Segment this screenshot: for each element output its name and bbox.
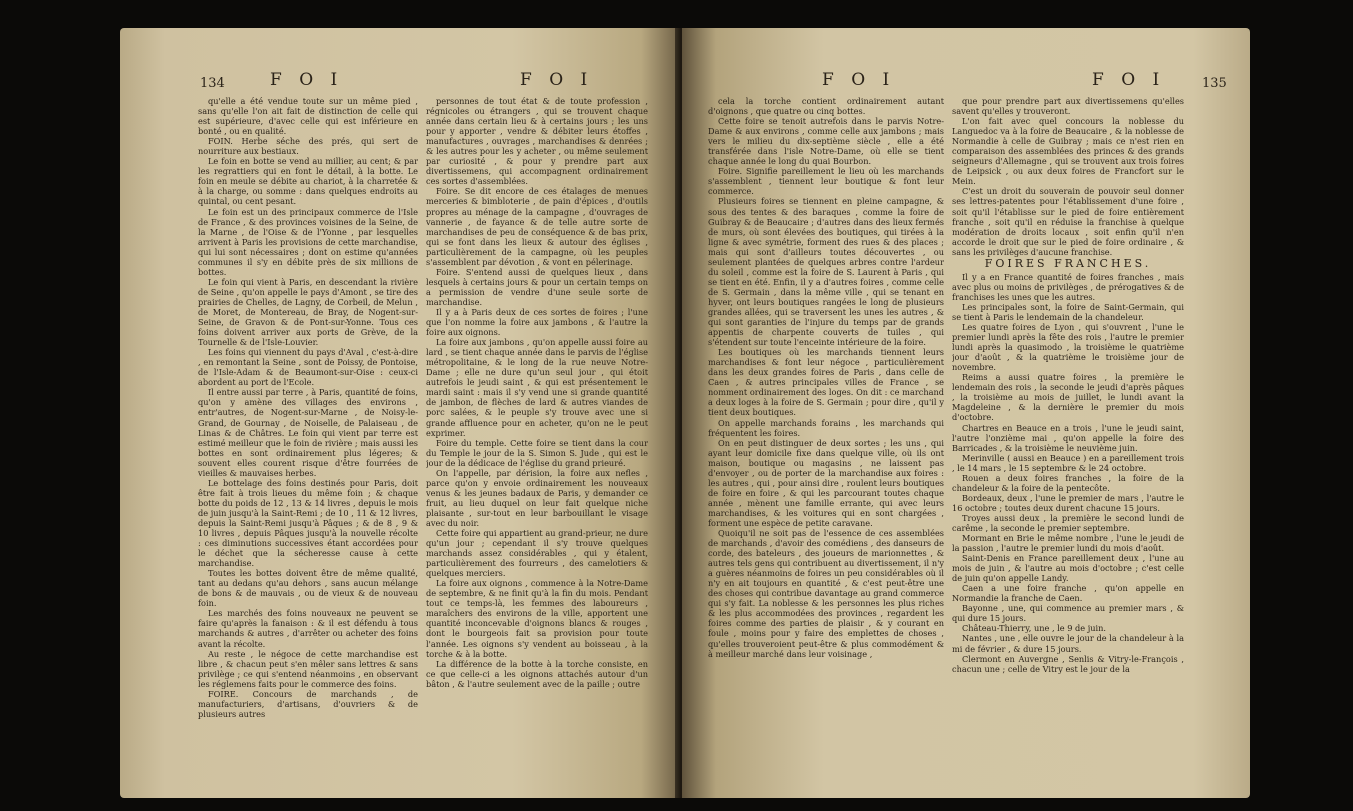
paragraph: L'on fait avec quel concours la noblesse du Languedoc va à la foire de Beaucaire , & la noblesse de Normandie à celle de Guibray ; mais ce n'est rien en comparaison des assemblées des princes & des grands seigneurs d'Allemagne , qui se trouvent aux trois foires de Leipsick , ou aux deux foires de Francfort sur le Mein. xyxy=(952,116,1184,187)
paragraph: Mormant en Brie le même nombre , l'une le jeudi de la passion , l'autre le premier lundi du mois d'août. xyxy=(952,533,1184,554)
paragraph: Bayonne , une, qui commence au premier mars , & qui dure 15 jours. xyxy=(952,603,1184,624)
paragraph: Château-Thierry, une , le 9 de juin. xyxy=(962,623,1107,634)
paragraph: Caen a une foire franche , qu'on appelle en Normandie la franche de Caen. xyxy=(952,583,1184,604)
paragraph: Il y a à Paris deux de ces sortes de foires ; l'une que l'on nomme la foire aux jambons , & l'autre la foire aux oignons. xyxy=(426,306,648,338)
paragraph: Cette foire se tenoit autrefois dans le parvis Notre-Dame & aux environs , comme celle aux jambons ; mais vers le milieu du dix-septième siècle , elle a été transférée dans l'isle Notre-Dame, où elle se tient chaque année le long du quai Bourbon. xyxy=(708,116,944,167)
running-head: F O I xyxy=(822,70,896,90)
paragraph: Clermont en Auvergne , Senlis & Vitry-le-François , chacun une ; celle de Vitry est le jour de la xyxy=(952,653,1184,674)
paragraph: Les marchés des foins nouveaux ne peuvent se faire qu'après la fanaison : & il est défendu à tous marchands & autres , d'arrêter ou acheter des foins avant la récolte. xyxy=(198,608,418,649)
paragraph: FOIRE. Concours de marchands , de manufacturiers, d'artisans, d'ouvriers & de plusieurs autres xyxy=(198,688,418,719)
paragraph: Il y a en France quantité de foires franches , mais avec plus ou moins de privilèges , de prérogatives & de franchises les unes que les autres. xyxy=(952,271,1184,302)
text-column-left-2 xyxy=(426,96,648,786)
paragraph: Il entre aussi par terre , à Paris, quantité de foins, qu'on y amène des villages des environs , entr'autres, de Nogent-sur-Marne , de Noisy-le-Grand, de Gournay , de Noiselle, de Palaiseau , de Linas & de Châtres. Le foin qui vient par terre est estimé meilleur que le foin de rivière ; mais aussi les bottes en sont ordinairement plus légeres; & souvent elles courent risque d'être fourrées de vieilles & mauvaises herbes. xyxy=(198,387,418,478)
text-column-right-2 xyxy=(952,96,1184,786)
paragraph: Quoiqu'il ne soit pas de l'essence de ces assemblées de marchands , d'avoir des comédiens , des danseurs de corde, des bateleurs , des joueurs de marionnettes , & autres tels gens qui contribuent au divertissement, il n'y a guères néanmoins de foires un peu considérables où il n'y en ait toujours en quantité , & c'est peut-être une des choses qui contribue davantage au grand commerce qui s'y fait. La noblesse & les personnes les plus riches & les plus accommodées des provinces , regardent les foires comme des parties de plaisir , & y courant en foule , moins pour y faire des emplettes de choses , qu'elles trouveroient peut-être & plus commodément & à meilleur marché dans leur voisinage , xyxy=(708,528,944,659)
paragraph: personnes de tout état & de toute profession , régnicoles ou étrangers , qui se trouvent chaque année dans certain lieu & à certains jours ; les uns pour y apporter , vendre & débiter leurs étoffes , manufactures , ouvrages , marchandises & denrées ; & les autres pour les y acheter , ou même seulement par curiosité , & pour y prendre part aux divertissemens, qui accompagnent ordinairement ces sortes d'assemblées. xyxy=(426,96,648,187)
paragraph: Troyes aussi deux , la première le second lundi de carême , la seconde le premier septembre. xyxy=(952,512,1184,533)
paragraph: Le foin qui vient à Paris, en descendant la rivière de Seine , qu'on appelle le pays d'Amont , se tire des prairies de Chelles, de Lagny, de Corbeil, de Melun , de Moret, de Montereau, de Bray, de Nogent-sur-Seine, de Gravon & de Pont-sur-Yonne. Tous ces foins doivent arriver aux ports de Grève, de la Tournelle & de l'Isle-Louvier. xyxy=(198,276,418,348)
paragraph: Nantes , une , elle ouvre le jour de la chandeleur à la mi de février , & dure 15 jours. xyxy=(952,633,1184,654)
paragraph: Les quatre foires de Lyon , qui s'ouvrent , l'une le premier lundi après la fête des rois , l'autre le premier lundi après la quasimodo , la troisième le quatrième jour d'août , & la quatrième le troisième jour de novembre. xyxy=(952,322,1184,373)
paragraph: On appelle marchands forains , les marchands qui fréquentent les foires. xyxy=(708,417,944,438)
open-book xyxy=(120,28,1250,798)
paragraph: Rouen a deux foires franches , la foire de la chandeleur & la foire de la pentecôte. xyxy=(952,472,1184,493)
paragraph: Foire. Se dit encore de ces étalages de menues merceries & bimbloterie , de pain d'épices , d'outils propres au ménage de la campagne , d'ouvrages de vannerie , de fayance & de telle autre sorte de marchandises de peu de conséquence & de bas prix, qui se font dans les lieux & autour des églises , particulièrement de la campagne, où les peuples s'assemblent par dévotion , & vont en pélerinage. xyxy=(426,186,648,267)
paragraph: cela la torche contient ordinairement autant d'oignons , que quatre ou cinq bottes. xyxy=(708,96,944,117)
paragraph: Foire. Signifie pareillement le lieu où les marchands s'assemblent , tiennent leur boutique & font leur commerce. xyxy=(708,166,944,197)
paragraph: FOIN. Herbe séche des prés, qui sert de nourriture aux bestiaux. xyxy=(198,136,418,157)
paragraph: Cette foire qui appartient au grand-prieur, ne dure qu'un jour ; cependant il s'y trouve quelques marchands assez considérables , qui y étalent, particulièrement des fourreurs , des camelotiers & quelques merciers. xyxy=(426,528,648,579)
paragraph: C'est un droit du souverain de pouvoir seul donner ses lettres-patentes pour l'établissement d'une foire , soit qu'il l'établisse sur le pied de foire entièrement franche , soit qu'il en réduise la franchise à quelque modération de droits locaux , soit enfin qu'il n'en accorde le droit que sur le pied de foire ordinaire , & sans les privilèges d'aucune franchise. xyxy=(952,186,1184,257)
paragraph: Saint-Denis en France pareillement deux , l'une au mois de juin , & l'autre au mois d'octobre ; c'est celle de juin qu'on appelle Landy. xyxy=(952,553,1184,584)
paragraph: La différence de la botte à la torche consiste, en ce que celle-ci a les oignons attachés autour d'un bâton , & l'autre seulement avec de la paille ; outre xyxy=(426,658,648,689)
paragraph: La foire aux jambons , qu'on appelle aussi foire au lard , se tient chaque année dans le parvis de l'église métropolitaine, & le long de la rue neuve Notre-Dame ; elle ne dure qu'un seul jour , qui étoit autrefois le jeudi saint , & qui est présentement le mardi saint : mais il s'y vend une si grande quantité de jambon, de flèches de lard & autres viandes de porc salées, & le peuple s'y trouve avec une si grande affluence pour en acheter, qu'on ne le peut exprimer. xyxy=(426,337,648,438)
paragraph: Les boutiques où les marchands tiennent leurs marchandises & font leur négoce , particulièrement dans les deux grandes foires de Paris , dans celle de Caen , & autres principales villes de France , se nomment ordinairement des loges. On dit : ce marchand a deux loges à la foire de S. Germain ; pour dire , qu'il y tient deux boutiques. xyxy=(708,347,944,418)
paragraph: FOIRES FRANCHES. xyxy=(984,256,1152,270)
paragraph: que pour prendre part aux divertissemens qu'elles savent qu'elles y trouveront. xyxy=(952,96,1184,117)
paragraph: Reims a aussi quatre foires , la première le lendemain des rois , la seconde le jeudi d'après pâques , la troisième au mois de juillet, le lundi avant la Magdeleine , & la dernière le premier du mois d'octobre. xyxy=(952,372,1184,423)
paragraph: On l'appelle, par dérision, la foire aux nefles , parce qu'on y envoie ordinairement les nouveaux venus & les jeunes badaux de Paris, y demander ce fruit, au lieu duquel on leur fait quelque niche plaisante , sur-tout en leur barbouillant le visage avec du noir. xyxy=(426,467,648,528)
left-page xyxy=(120,28,680,798)
page-number: 134 xyxy=(200,76,225,91)
paragraph: La foire aux oignons , commence à la Notre-Dame de septembre, & ne finit qu'à la fin du mois. Pendant tout ce temps-là, les femmes des laboureurs , maraîchers des environs de la ville, apportent une quantité inconcevable d'oignons blancs & rouges , dont le bourgeois fait sa provision pour toute l'année. Les oignons s'y vendent au boisseau , à la torche & à la botte. xyxy=(426,578,648,659)
paragraph: Les foins qui viennent du pays d'Aval , c'est-à-dire , en remontant la Seine , sont de Poissy, de Pontoise, de l'Isle-Adam & de Beaumont-sur-Oise : ceux-ci abordent au port de l'Ecole. xyxy=(198,347,418,388)
paragraph: Foire. S'entend aussi de quelques lieux , dans lesquels à certains jours & pour un certain temps on a permission de vendre d'une seule sorte de marchandise. xyxy=(426,266,648,307)
paragraph: Toutes les bottes doivent être de même qualité, tant au dedans qu'au dehors , sans aucun mélange de bons & de mauvais , ou de vieux & de nouveau foin. xyxy=(198,568,418,609)
running-head: F O I xyxy=(520,70,594,90)
text-column-left-1 xyxy=(198,96,418,786)
running-head: F O I xyxy=(270,70,344,90)
paragraph: Les principales sont, la foire de Saint-Germain, qui se tient à Paris le lendemain de la chandeleur. xyxy=(952,301,1184,322)
running-head: F O I xyxy=(1092,70,1166,90)
paragraph: Le foin est un des principaux commerce de l'Isle de France , & des provinces voisines de la Seine, de la Marne , de l'Oise & de l'Yonne , par lesquelles arrivent à Paris les provisions de cette marchandise, qui lui sont nécessaires ; dont on estime qu'années communes il s'y en débite près de six millions de bottes. xyxy=(198,206,418,277)
paragraph: Foire du temple. Cette foire se tient dans la cour du Temple le jour de la S. Simon S. Jude , qui est le jour de la dédicace de l'église du grand prieuré. xyxy=(426,437,648,468)
paragraph: Au reste , le négoce de cette marchandise est libre , & chacun peut s'en mêler sans lettres & sans privilège ; ce qui s'entend néanmoins , en observant les réglemens faits pour le commerce des foins. xyxy=(198,648,418,689)
paragraph: On en peut distinguer de deux sortes ; les uns , qui ayant leur domicile fixe dans quelque ville, où ils ont maison, boutique ou magasins , ne laissent pas d'envoyer , ou de porter de la marchandise aux foires : les autres , qui , pour ainsi dire , roulent leurs boutiques de foire en foire , & qui les parcourant toutes chaque année , mènent une famille errante, qui avec leurs marchandises, & les voitures qui en sont chargées , forment une espèce de petite caravane. xyxy=(708,437,944,528)
paragraph: Le foin en botte se vend au millier, au cent; & par les regrattiers qui en font le détail, à la botte. Le foin en meule se débite au chariot, à la charretée & à la charge, ou somme : dans quelques endroits au quintal, ou cent pesant. xyxy=(198,156,418,207)
page-number: 135 xyxy=(1202,76,1227,91)
paragraph: Merinville ( aussi en Beauce ) en a pareillement trois , le 14 mars , le 15 septembre & le 24 octobre. xyxy=(952,452,1184,473)
paragraph: Plusieurs foires se tiennent en pleine campagne, & sous des tentes & des baraques , comme la foire de Guibray & de Beaucaire ; d'autres dans des lieux fermés de murs, où sont élevées des boutiques, qui tirées à la ligne & avec symétrie, forment des rues & des places ; mais qui sont d'ailleurs toutes découvertes , ou seulement plantées de quelques arbres contre l'ardeur du soleil , comme est la foire de S. Laurent à Paris , qui se tient en été. Enfin, il y a d'autres foires , comme celle de S. Germain , dans la même ville , qui se tenant en hyver, ont leurs boutiques rangées le long de plusieurs grandes allées, qui se traversent les unes les autres , & qui sont garanties de l'injure du temps par de grands appentis de charpente couverts de tuiles , qui s'étendent sur toute l'enceinte intérieure de la foire. xyxy=(708,196,944,348)
paragraph: Bordeaux, deux , l'une le premier de mars , l'autre le 16 octobre ; toutes deux durent chacune 15 jours. xyxy=(952,492,1184,513)
right-page xyxy=(682,28,1250,798)
paragraph: Le bottelage des foins destinés pour Paris, doit être fait à trois lieues du même foin ; & chaque botte du poids de 12 , 13 & 14 livres , depuis le mois de juin jusqu'à la Saint-Remi ; de 10 , 11 & 12 livres, depuis la Saint-Remi jusqu'à Pâques ; & de 8 , 9 & 10 livres , depuis Pâques jusqu'à la nouvelle récolte : ces diminutions successives étant accordées pour le déchet que la sécheresse cause à cette marchandise. xyxy=(198,477,418,569)
paragraph: Chartres en Beauce en a trois , l'une le jeudi saint, l'autre l'onzième mai , qu'on appelle la foire des Barricades , & la troisième le neuvième juin. xyxy=(952,422,1184,453)
paragraph: qu'elle a été vendue toute sur un même pied , sans qu'elle l'on ait fait de distinction de celle qui est supérieure, d'avec celle qui est inférieure en bonté , ou en qualité. xyxy=(198,96,418,137)
text-column-right-1 xyxy=(708,96,944,786)
